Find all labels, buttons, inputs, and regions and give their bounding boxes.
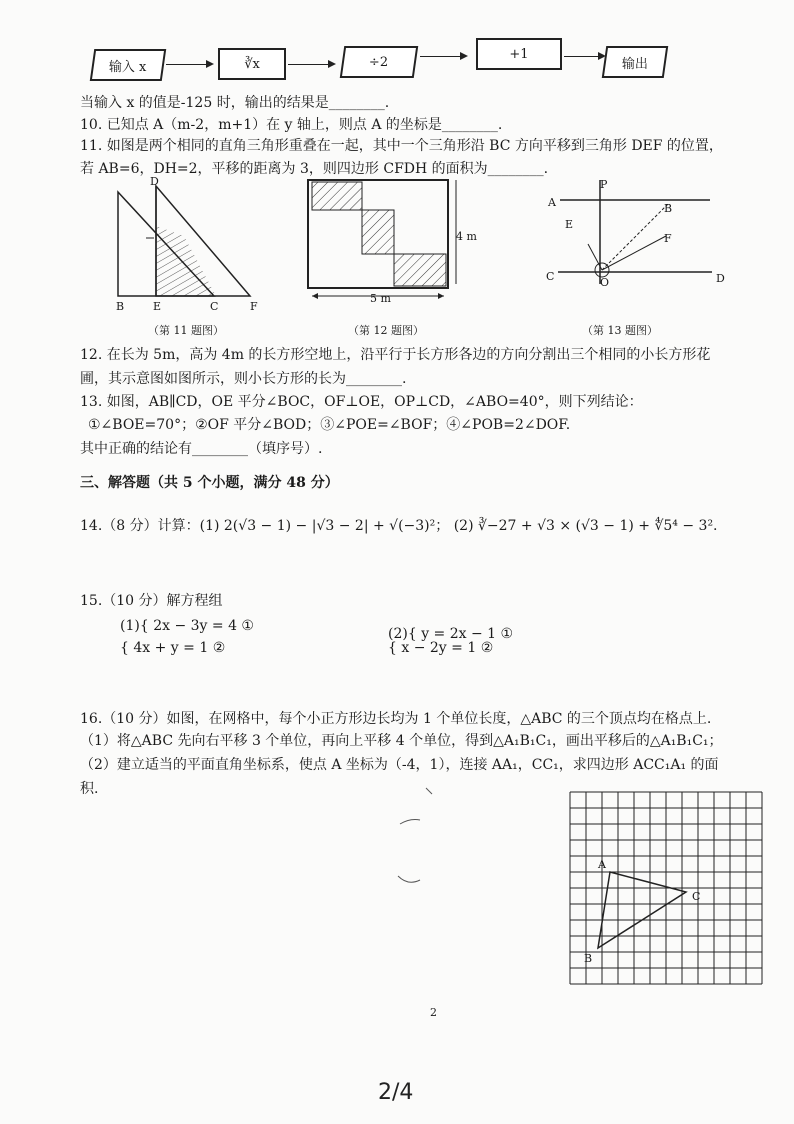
fig11-label-B: B (116, 300, 125, 313)
figure-12 (298, 172, 474, 312)
fig11-label-C: C (210, 300, 219, 313)
q16-line4: 积. (80, 781, 99, 797)
fig13-label-A: A (548, 196, 556, 209)
fig13-label-B: B (664, 202, 673, 215)
fig13-label-P: P (600, 178, 608, 191)
fig13-caption: （第 13 题图） (582, 324, 658, 337)
q13-options: ①∠BOE=70°；②OF 平分∠BOD；③∠POE=∠BOF；④∠POB=2∠DOF. (88, 417, 571, 433)
fig13-label-O: O (600, 276, 610, 289)
fig11-caption: （第 11 题图） (148, 324, 224, 337)
fig11-label-E: E (153, 300, 162, 313)
flow-input-box: 输入 x (90, 49, 166, 81)
fig11-label-D: D (150, 175, 159, 188)
fig12-height-label: 4 m (456, 230, 477, 243)
q9-text: 当输入 x 的值是-125 时，输出的结果是________. (80, 95, 390, 111)
fig13-label-D: D (716, 272, 725, 285)
fig11-label-F: F (250, 300, 258, 313)
flow-arrow (288, 64, 334, 65)
flow-cuberoot-box: ∛x (218, 48, 286, 80)
q15-title: 15.（10 分）解方程组 (80, 593, 223, 609)
q16-line3: （2）建立适当的平面直角坐标系，使点 A 坐标为（-4，1），连接 AA₁，CC₁，求四边形 ACC₁A₁ 的面 (80, 757, 719, 773)
fig12-width-label: 5 m (370, 292, 391, 305)
flow-divide-box: ÷2 (340, 46, 418, 78)
q12-line2: 圃，其示意图如图所示，则小长方形的长为________. (80, 371, 407, 387)
flow-arrow (166, 64, 212, 65)
q12-line1: 12. 在长为 5m，高为 4m 的长方形空地上，沿平行于长方形各边的方向分割出三个相同的小长方形花 (80, 347, 711, 363)
q16-line2: （1）将△ABC 先向右平移 3 个单位，再向上平移 4 个单位，得到△A₁B₁C₁，画出平移后的△A₁B₁C₁； (80, 733, 723, 749)
flow-output-box: 输出 (602, 46, 668, 78)
q16-label-A: A (598, 858, 606, 871)
flow-plus-one-box: +1 (476, 38, 562, 70)
q13-answer-line: 其中正确的结论有________（填序号）. (80, 441, 323, 457)
q15-system2-eq2: { x − 2y = 1 ② (388, 640, 494, 656)
q15-system1-eq1: (1){ 2x − 3y = 4 ① (120, 618, 254, 634)
inner-page-number: 2 (430, 1006, 437, 1019)
fig13-label-E: E (565, 218, 574, 231)
q10-text: 10. 已知点 A（m-2，m+1）在 y 轴上，则点 A 的坐标是________. (80, 117, 503, 133)
fig13-label-C: C (546, 270, 555, 283)
figure-13 (540, 172, 730, 302)
q16-line1: 16.（10 分）如图，在网格中，每个小正方形边长均为 1 个单位长度，△ABC 的三个顶点均在格点上. (80, 711, 712, 727)
fig12-caption: （第 12 题图） (348, 324, 424, 337)
scan-marks (380, 780, 500, 900)
q14-text: 14.（8 分）计算：(1) 2(√3 − 1) − |√3 − 2| + √(−3)²； (2) ∛−27 + √3 × (√3 − 1) + ∜5⁴ − 3². (80, 518, 718, 534)
flow-arrow (564, 56, 604, 57)
q16-label-B: B (584, 952, 593, 965)
q11-line1: 11. 如图是两个相同的直角三角形重叠在一起，其中一个三角形沿 BC 方向平移到三角形 DEF 的位置， (80, 138, 723, 154)
q11-line2: 若 AB=6，DH=2，平移的距离为 3，则四边形 CFDH 的面积为________. (80, 161, 549, 177)
q15-system2-eq1: (2){ y = 2x − 1 ① (388, 626, 514, 642)
q13-line1: 13. 如图，AB∥CD，OE 平分∠BOC，OF⊥OE，OP⊥CD，∠ABO=40°，则下列结论： (80, 394, 643, 410)
section-3-title: 三、解答题（共 5 个小题，满分 48 分） (80, 475, 339, 491)
viewer-page-indicator: 2/4 (378, 1080, 414, 1105)
q16-label-C: C (692, 890, 701, 903)
flow-arrow (420, 56, 466, 57)
figure-11 (110, 172, 270, 312)
q15-system1-eq2: { 4x + y = 1 ② (120, 640, 226, 656)
fig13-label-F: F (664, 232, 672, 245)
